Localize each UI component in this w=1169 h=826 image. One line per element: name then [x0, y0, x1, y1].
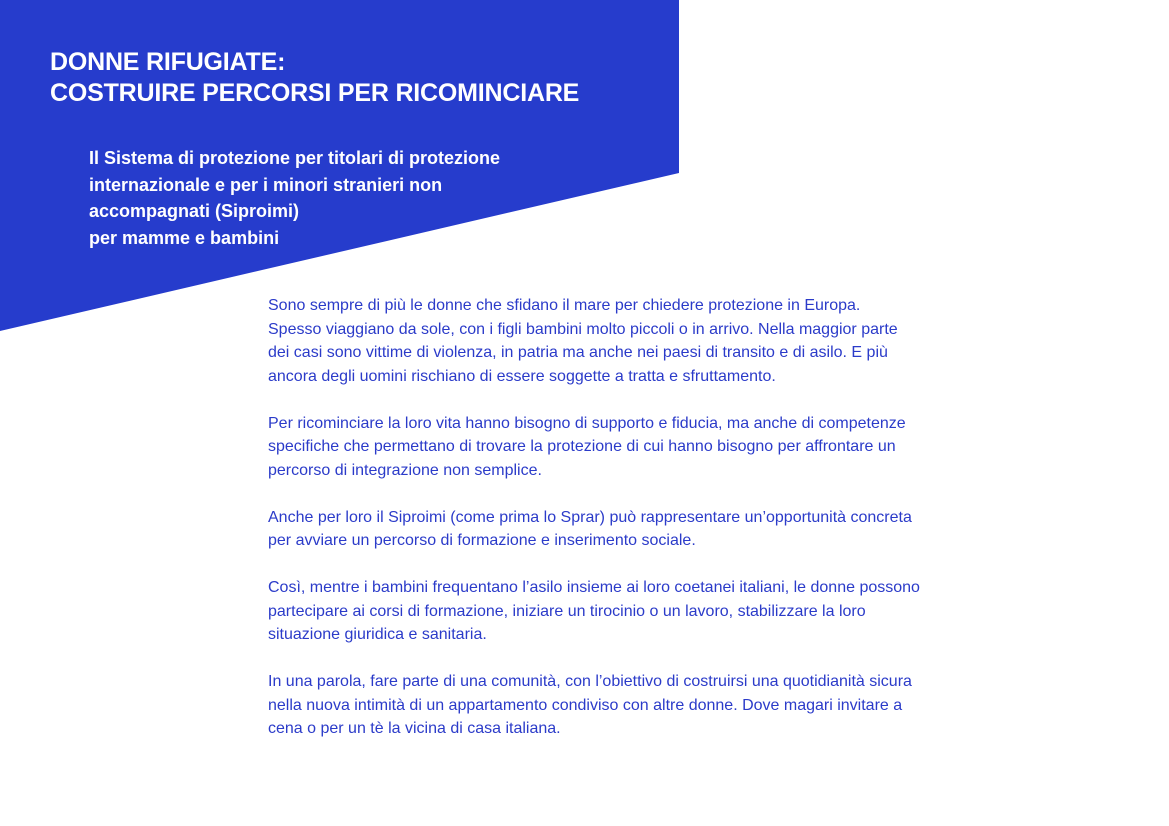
title-line: DONNE RIFUGIATE: — [50, 48, 286, 76]
page-subtitle — [89, 145, 609, 251]
text-line: percorso di integrazione non semplice. — [268, 461, 542, 479]
paragraph — [268, 670, 1098, 741]
subtitle-line: accompagnati (Siproimi) — [89, 201, 300, 221]
subtitle-line: Il Sistema di protezione per titolari di protezione — [89, 148, 501, 168]
text-line: nella nuova intimità di un appartamento condiviso con altre donne. Dove magari invitare a — [268, 696, 903, 714]
article-body — [268, 294, 1098, 764]
subtitle-line: internazionale e per i minori stranieri non — [89, 174, 443, 195]
text-line: dei casi sono vittime di violenza, in patria ma anche nei paesi di transito e di asilo. E più — [268, 344, 888, 361]
subtitle-line: per mamme e bambini — [89, 227, 280, 248]
text-line: Sono sempre di più le donne che sfidano il mare per chiedere protezione in Europa. — [268, 297, 861, 314]
text-line: Per ricominciare la loro vita hanno bisogno di supporto e fiducia, ma anche di competenze — [268, 414, 906, 432]
text-line: Spesso viaggiano da sole, con i figli bambini molto piccoli o in arrivo. Nella maggior parte — [268, 320, 898, 338]
paragraph — [268, 576, 1098, 647]
text-line: In una parola, fare parte di una comunità, con l’obiettivo di costruirsi una quotidianità sicura — [268, 673, 912, 690]
text-line: partecipare ai corsi di formazione, iniziare un tirocinio o un lavoro, stabilizzare la loro — [268, 602, 866, 620]
text-line: cena o per un tè la vicina di casa italiana. — [268, 720, 561, 737]
page-title — [50, 47, 579, 109]
paragraph — [268, 294, 1098, 388]
title-line: COSTRUIRE PERCORSI PER RICOMINCIARE — [50, 79, 580, 107]
text-line: specifiche che permettano di trovare la protezione di cui hanno bisogno per affrontare un — [268, 438, 896, 455]
text-line: Così, mentre i bambini frequentano l’asilo insieme ai loro coetanei italiani, le donne possono — [268, 579, 920, 596]
paragraph — [268, 506, 1098, 553]
text-line: per avviare un percorso di formazione e inserimento sociale. — [268, 532, 696, 549]
text-line: situazione giuridica e sanitaria. — [268, 626, 487, 643]
text-line: ancora degli uomini rischiano di essere soggette a tratta e sfruttamento. — [268, 367, 776, 385]
paragraph — [268, 412, 1098, 483]
text-line: Anche per loro il Siproimi (come prima lo Sprar) può rappresentare un’opportunità concreta — [268, 508, 912, 526]
